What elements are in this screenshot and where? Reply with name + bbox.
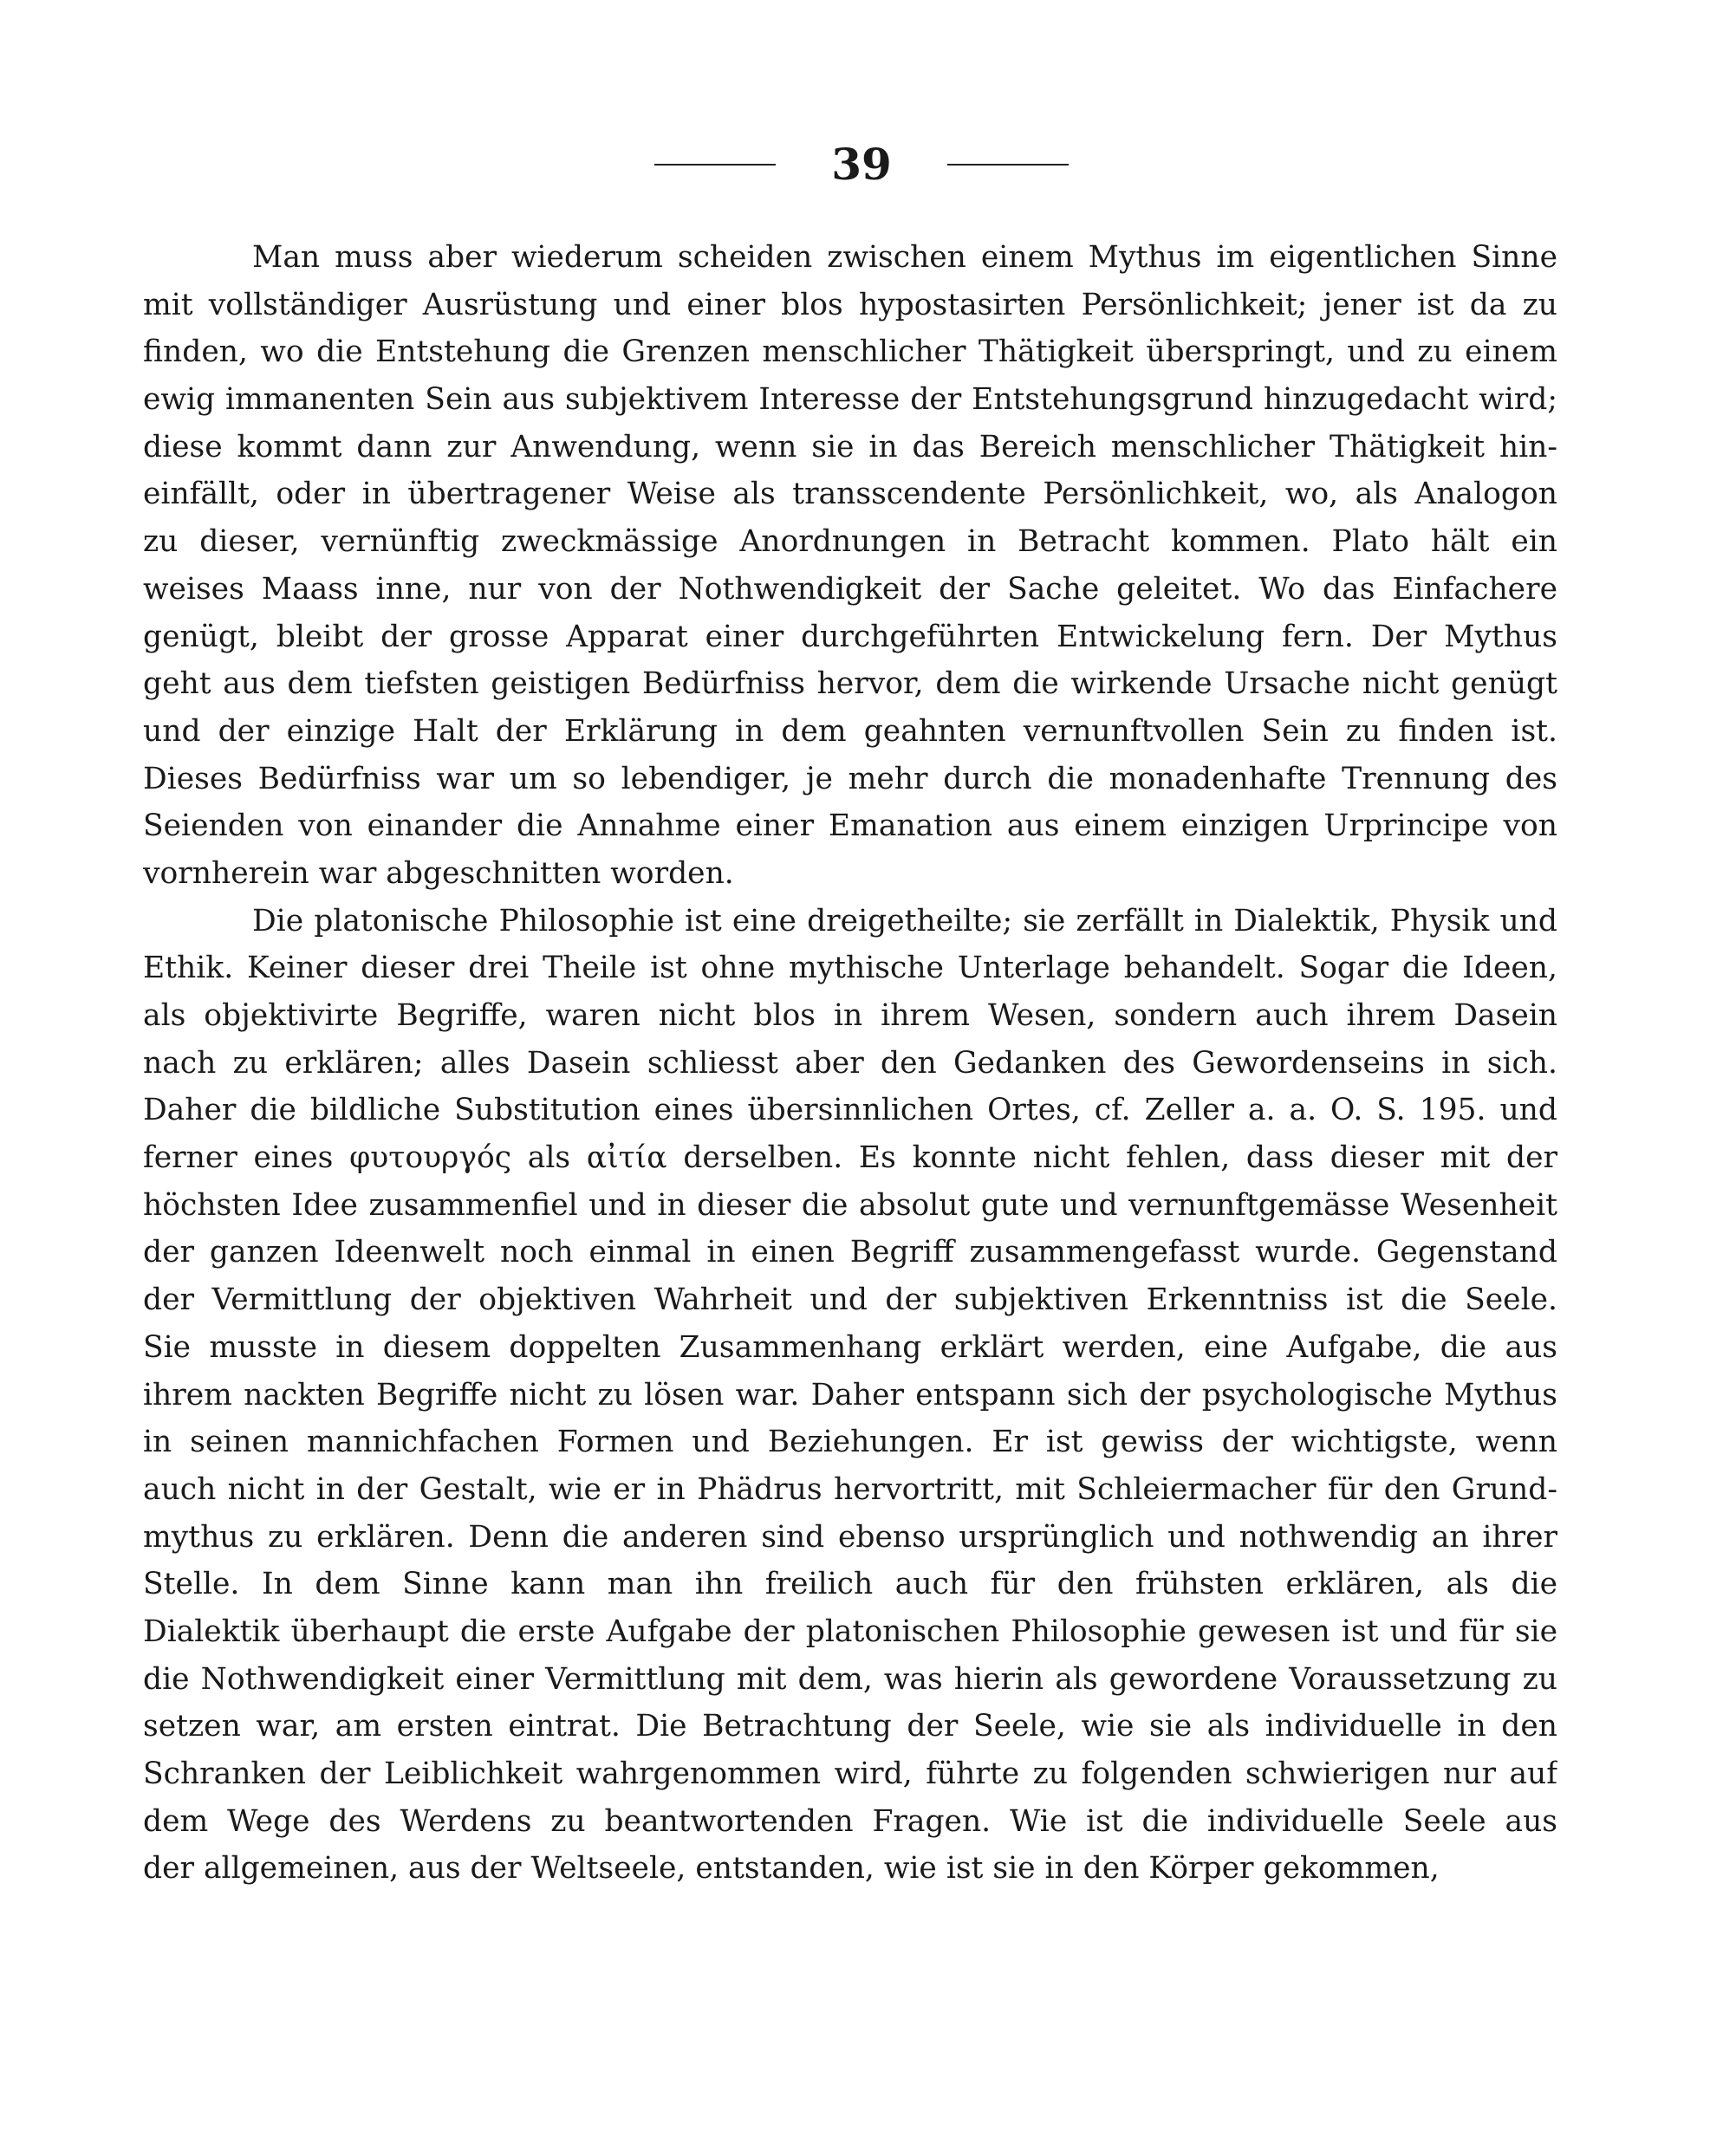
text-line: der allgemeinen, aus der Weltseele, entstanden, wie ist sie in den Körper gekommen, bbox=[143, 1851, 1440, 1886]
text-line: geht aus dem tiefsten geistigen Bedürfniss hervor, dem die wirkende Ursache nicht genügt bbox=[143, 666, 1557, 702]
header-rule-left bbox=[654, 164, 776, 166]
text-line: die Nothwendigkeit einer Vermittlung mit dem, was hierin als gewordene Voraussetzung zu bbox=[143, 1661, 1557, 1697]
text-line: nach zu erklären; alles Dasein schliesst aber den Gedanken des Gewordenseins in sich. bbox=[143, 1045, 1557, 1081]
text-line: ferner eines φυτουργός als αἰτία derselben. Es konnte nicht fehlen, dass dieser mit der bbox=[143, 1140, 1557, 1176]
text-line: in seinen mannichfachen Formen und Beziehungen. Er ist gewiss der wichtigste, wenn bbox=[143, 1425, 1557, 1460]
text-line: weises Maass inne, nur von der Nothwendigkeit der Sache geleitet. Wo das Einfachere bbox=[143, 571, 1557, 607]
text-line: einfällt, oder in übertragener Weise als transscendente Persönlichkeit, wo, als Analogon bbox=[143, 477, 1557, 512]
text-line: Dieses Bedürfniss war um so lebendiger, je mehr durch die monadenhafte Trennung des bbox=[143, 761, 1557, 796]
text-line: vornherein war abgeschnitten worden. bbox=[143, 855, 734, 891]
text-line: ihrem nackten Begriffe nicht zu lösen war. Daher entspann sich der psychologische Mythus bbox=[143, 1377, 1557, 1412]
text-line: mit vollständiger Ausrüstung und einer blos hypostasirten Persönlichkeit; jener ist da zu bbox=[143, 287, 1557, 322]
text-line: genügt, bleibt der grosse Apparat einer durchgeführten Entwickelung fern. Der Mythus bbox=[143, 619, 1557, 654]
text-line: dem Wege des Werdens zu beantwortenden Fragen. Wie ist die individuelle Seele aus bbox=[143, 1803, 1557, 1839]
text-line: Die platonische Philosophie ist eine dreigetheilte; sie zerfällt in Dialektik, Physik und bbox=[252, 903, 1557, 938]
text-line: der ganzen Ideenwelt noch einmal in einen Begriff zusammengefasst wurde. Gegenstand bbox=[143, 1235, 1557, 1270]
text-line: diese kommt dann zur Anwendung, wenn sie in das Bereich menschlicher Thätigkeit hin- bbox=[143, 429, 1557, 464]
page-number: 39 bbox=[831, 139, 892, 190]
body-text bbox=[143, 234, 1557, 1893]
text-line: der Vermittlung der objektiven Wahrheit und der subjektiven Erkenntniss ist die Seele. bbox=[143, 1283, 1557, 1318]
text-line: Sie musste in diesem doppelten Zusammenhang erklärt werden, eine Aufgabe, die aus bbox=[143, 1329, 1557, 1365]
text-line: Man muss aber wiederum scheiden zwischen einem Mythus im eigentlichen Sinne bbox=[252, 240, 1557, 275]
text-line: Ethik. Keiner dieser drei Theile ist ohne mythische Unterlage behandelt. Sogar die Ideen, bbox=[143, 951, 1557, 986]
text-line: Stelle. In dem Sinne kann man ihn freilich auch für den frühsten erklären, als die bbox=[143, 1567, 1557, 1602]
header-rule-right bbox=[947, 164, 1069, 166]
text-line: als objektivirte Begriffe, waren nicht blos in ihrem Wesen, sondern auch ihrem Dasein bbox=[143, 998, 1557, 1033]
text-line: setzen war, am ersten eintrat. Die Betrachtung der Seele, wie sie als individuelle in den bbox=[143, 1709, 1557, 1744]
text-line: Daher die bildliche Substitution eines übersinnlichen Ortes, cf. Zeller a. a. O. S. 195. und bbox=[143, 1093, 1557, 1128]
text-line: höchsten Idee zusammenfiel und in dieser die absolut gute und vernunftgemässe Wesenheit bbox=[143, 1187, 1557, 1223]
text-line: ewig immanenten Sein aus subjektivem Interesse der Entstehungsgrund hinzugedacht wird; bbox=[143, 382, 1557, 418]
text-line: finden, wo die Entstehung die Grenzen menschlicher Thätigkeit überspringt, und zu einem bbox=[143, 334, 1557, 370]
text-line: Schranken der Leiblichkeit wahrgenommen wird, führte zu folgenden schwierigen nur auf bbox=[143, 1757, 1557, 1791]
text-line: auch nicht in der Gestalt, wie er in Phädrus hervortritt, mit Schleiermacher für den Grund- bbox=[143, 1471, 1557, 1507]
text-line: Dialektik überhaupt die erste Aufgabe der platonischen Philosophie gewesen ist und für sie bbox=[143, 1614, 1557, 1649]
text-line: Seienden von einander die Annahme einer Emanation aus einem einzigen Urprincipe von bbox=[143, 808, 1557, 844]
text-line: zu dieser, vernünftig zweckmässige Anordnungen in Betracht kommen. Plato hält ein bbox=[143, 524, 1557, 560]
text-line: mythus zu erklären. Denn die anderen sind ebenso ursprünglich und nothwendig an ihrer bbox=[143, 1519, 1557, 1555]
page-header bbox=[0, 139, 1723, 191]
text-line: und der einzige Halt der Erklärung in dem geahnten vernunftvollen Sein zu finden ist. bbox=[143, 713, 1557, 749]
